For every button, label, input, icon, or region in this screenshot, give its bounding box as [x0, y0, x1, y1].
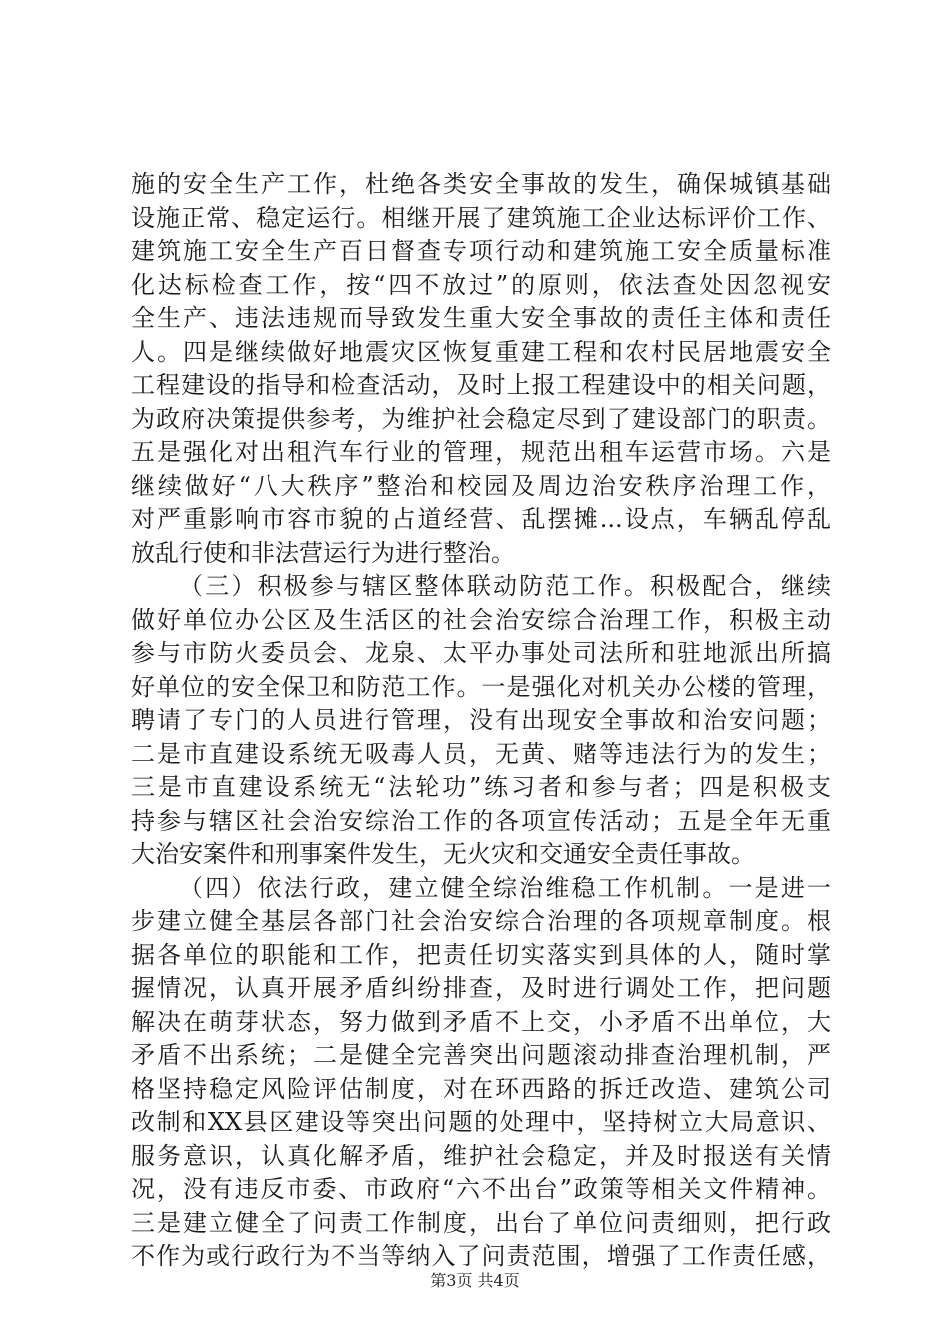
- text-line: 况，没有违反市委、市政府“六不出台”政策等相关文件精神。: [131, 1175, 831, 1203]
- text-line: 五是强化对出租汽车行业的管理，规范出租车运营市场。六是: [131, 438, 831, 466]
- text-line: 矛盾不出系统；二是健全完善突出问题滚动排查治理机制，严: [131, 1041, 831, 1069]
- paragraph-heading-3: （三）积极参与辖区整体联动防范工作。积极配合，继续: [179, 572, 831, 600]
- text-line: 好单位的安全保卫和防范工作。一是强化对机关办公楼的管理，: [131, 672, 831, 701]
- text-line: 参与市防火委员会、龙泉、太平办事处司法所和驻地派出所搞: [131, 639, 831, 667]
- text-line: 全生产、违法违规而导致发生重大安全事故的责任主体和责任: [131, 304, 831, 332]
- text-line: 步建立健全基层各部门社会治安综合治理的各项规章制度。根: [131, 907, 831, 935]
- text-line: 建筑施工安全生产百日督查专项行动和建筑施工安全质量标准: [131, 237, 831, 265]
- text-line: 服务意识，认真化解矛盾，维护社会稳定，并及时报送有关情: [131, 1141, 831, 1170]
- body-text: [131, 168, 831, 1274]
- text-line: 化达标检查工作，按“四不放过”的原则，依法查处因忽视安: [131, 270, 831, 299]
- text-line: 握情况，认真开展矛盾纠纷排查，及时进行调处工作，把问题: [131, 974, 831, 1002]
- text-line: 聘请了专门的人员进行管理，没有出现安全事故和治安问题；: [131, 706, 831, 734]
- text-line: 人。四是继续做好地震灾区恢复重建工程和农村民居地震安全: [131, 337, 831, 366]
- text-line: 继续做好“八大秩序”整治和校园及周边治安秩序治理工作，: [131, 471, 831, 500]
- text-line: 放乱行使和非法营运行为进行整治。: [131, 538, 515, 567]
- text-line: 改制和XX县区建设等突出问题的处理中，坚持树立大局意识、: [131, 1108, 831, 1136]
- text-line: 为政府决策提供参考，为维护社会稳定尽到了建设部门的职责。: [131, 404, 831, 433]
- text-line: 格坚持稳定风险评估制度，对在环西路的拆迁改造、建筑公司: [131, 1074, 831, 1103]
- page-number-footer: 第3页 共4页: [430, 1271, 520, 1290]
- text-line: 做好单位办公区及生活区的社会治安综合治理工作，积极主动: [131, 605, 831, 634]
- text-line: 据各单位的职能和工作，把责任切实落实到具体的人，随时掌: [131, 940, 831, 969]
- text-line: 解决在萌芽状态，努力做到矛盾不上交，小矛盾不出单位，大: [131, 1007, 831, 1036]
- text-line: 持参与辖区社会治安综治工作的各项宣传活动；五是全年无重: [131, 806, 831, 835]
- paragraph-heading-4: （四）依法行政，建立健全综治维稳工作机制。一是进一: [179, 873, 831, 902]
- text-line: 二是市直建设系统无吸毒人员，无黄、赌等违法行为的发生；: [131, 739, 831, 768]
- text-line: 设施正常、稳定运行。相继开展了建筑施工企业达标评价工作、: [131, 203, 831, 232]
- text-line: 工程建设的指导和检查活动，及时上报工程建设中的相关问题，: [131, 371, 831, 399]
- text-line: 三是市直建设系统无“法轮功”练习者和参与者；四是积极支: [131, 773, 831, 801]
- text-line: 不作为或行政行为不当等纳入了问责范围，增强了工作责任感，: [131, 1242, 831, 1270]
- text-line: 三是建立健全了问责工作制度，出台了单位问责细则，把行政: [131, 1208, 831, 1237]
- text-line: 大治安案件和刑事案件发生，无火灾和交通安全责任事故。: [131, 840, 755, 868]
- text-line: 施的安全生产工作，杜绝各类安全事故的发生，确保城镇基础: [131, 170, 831, 198]
- text-line: 对严重影响市容市貌的占道经营、乱摆摊...设点，车辆乱停乱: [131, 505, 831, 533]
